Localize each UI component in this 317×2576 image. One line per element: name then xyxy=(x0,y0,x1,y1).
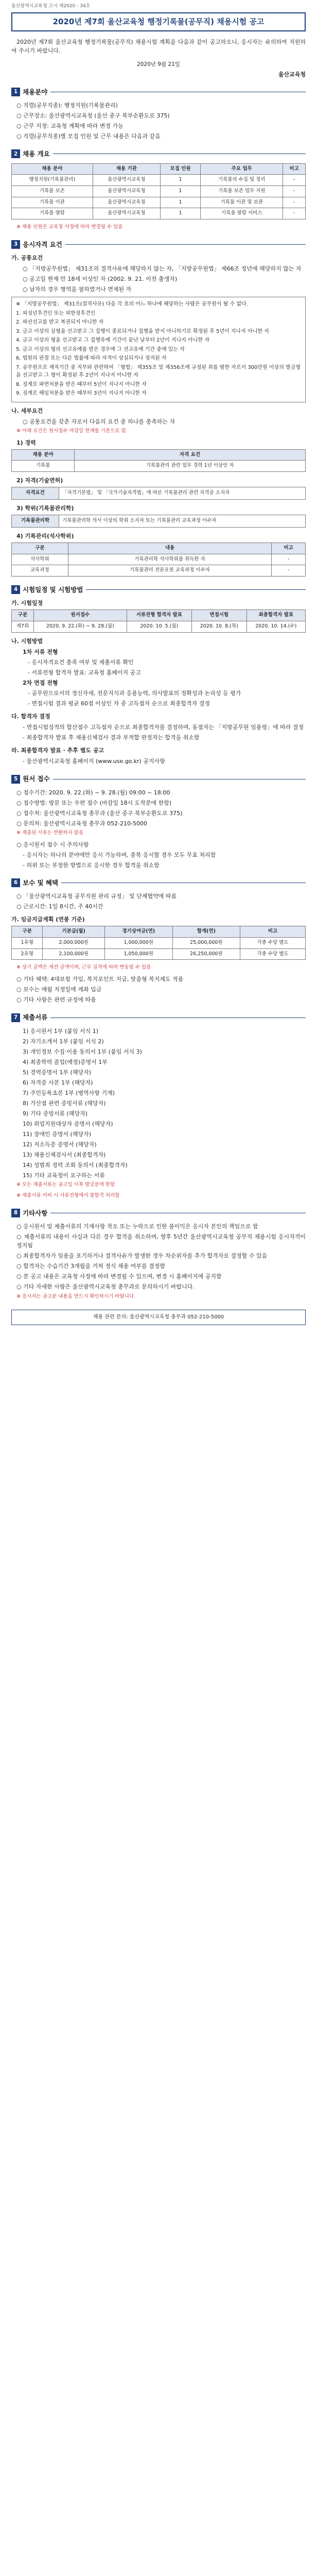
table-cell: 각종 수당 별도 xyxy=(240,938,306,949)
table-header-cell: 기본급(월) xyxy=(43,926,104,938)
table-header-row xyxy=(12,610,306,621)
paragraph: - 면접시험 결과 평균 60점 이상인 자 중 고득점자 순으로 최종합격자 결정 xyxy=(28,700,210,707)
table-row xyxy=(12,185,306,197)
table-cell: 2유형 xyxy=(12,948,43,960)
degree-grid xyxy=(11,515,306,528)
paragraph: ○ 공고일 현재 만 18세 이상인 자 (2002. 9. 21. 이전 출생자) xyxy=(23,276,178,283)
table-cell: - xyxy=(283,175,306,186)
list-item: ○ 직렬(공무직종)별 모집 인원 및 근무 내용은 다음과 같음 xyxy=(16,133,161,140)
table-row xyxy=(12,554,306,565)
table-cell: 울산광역시교육청 xyxy=(93,208,160,219)
subheading: 1) 경력 xyxy=(16,439,36,446)
section-number: 2 xyxy=(11,149,20,158)
note: ※ 응시자는 공고문 내용을 반드시 확인하시기 바랍니다. xyxy=(16,1293,135,1299)
list-item: 5. 금고 이상의 형의 선고유예를 받은 경우에 그 선고유예 기간 중에 있는 자 xyxy=(16,346,185,352)
paragraph: - 허위 또는 부정한 방법으로 응시한 경우 합격을 취소함 xyxy=(23,861,160,869)
list-item: 15) 기타 교육청이 요구하는 서류 xyxy=(23,1172,105,1179)
table-cell: 2020. 9. 22.(화) ~ 9. 28.(월) xyxy=(33,621,127,633)
table-row xyxy=(12,461,306,472)
table-cell: 기록물관리 전문요원 교육과정 이수자 xyxy=(68,565,272,577)
table-cell: 울산광역시교육청 xyxy=(93,197,160,208)
subheading: 가. 공통요건 xyxy=(11,255,43,262)
subheading: 나. 세부요건 xyxy=(11,407,43,414)
table-header-cell: 면접시험 xyxy=(191,610,246,621)
table-cell: 1 xyxy=(161,208,201,219)
announcement-title: 2020년 제7회 울산교육청 행정기록물(공무직) 채용시험 공고 xyxy=(11,12,306,31)
table-cell: 1유형 xyxy=(12,938,43,949)
grid-label: 자격요건 xyxy=(12,487,59,499)
table-cell: 행정지원(기록물관리) xyxy=(12,175,93,186)
paragraph: 1차 서류 전형 xyxy=(23,648,58,655)
list-item: 5) 경력증명서 1부 (해당자) xyxy=(23,1069,91,1076)
note: ※ 아래 요건은 원서접수 마감일 현재를 기준으로 함 xyxy=(16,428,126,434)
table-header-cell: 원서접수 xyxy=(33,610,127,621)
grid-text: 「자격기본법」 및 「국가기술자격법」에 따른 기록물관리 관련 자격증 소지자 xyxy=(62,490,230,496)
paragraph: - 응시자는 하나의 분야에만 응시 가능하며, 중복 응시할 경우 모두 무효 처리함 xyxy=(23,851,216,858)
section-8-header xyxy=(11,1208,306,1218)
recruit-table xyxy=(11,163,306,220)
schedule-table xyxy=(11,609,306,632)
table-body xyxy=(12,175,306,219)
list-item: ○ 최종합격자가 임용을 포기하거나 결격사유가 발생한 경우 차순위자를 추가 합격자로 결정할 수 있음 xyxy=(16,1252,268,1260)
table-header-cell: 최종합격자 발표 xyxy=(246,610,305,621)
grid-text: 기록물관리학 석사 이상의 학위 소지자 또는 기록물관리 교육과정 이수자 xyxy=(62,518,217,524)
paragraph: ○ 응시원서 접수 시 주의사항 xyxy=(16,841,89,848)
subheading: 나. 시험방법 xyxy=(11,637,43,645)
table-cell: 1,000,000원 xyxy=(104,938,172,949)
table-header-cell: 모집 인원 xyxy=(161,163,201,175)
table-cell: 기록물 열람 xyxy=(12,208,93,219)
table-cell: 기록물관리 관련 업무 경력 1년 이상인 자 xyxy=(75,461,306,472)
section-5-header xyxy=(11,774,306,784)
section-title: 채용분야 xyxy=(23,88,48,96)
table-row xyxy=(12,208,306,219)
section-1-items xyxy=(11,101,306,141)
subheading: 2) 자격(기술면허) xyxy=(16,477,63,484)
table-cell: 1 xyxy=(161,197,201,208)
table-header-row xyxy=(12,163,306,175)
table-row xyxy=(12,621,306,633)
table-cell: - xyxy=(272,554,306,565)
subheading: 가. 임금지급계획 (연봉 기준) xyxy=(11,916,85,923)
section-title: 채용 개요 xyxy=(23,150,50,158)
salary-table xyxy=(11,926,306,960)
list-item: 8. 징계로 파면처분을 받은 때부터 5년이 지나지 아니한 자 xyxy=(16,381,147,387)
table-cell: - xyxy=(272,565,306,577)
list-item: 14) 성범죄 경력 조회 동의서 (최종합격자) xyxy=(23,1162,128,1169)
list-item: 3) 개인정보 수집·이용 동의서 1부 (붙임 서식 3) xyxy=(23,1048,142,1055)
table-header-row xyxy=(12,449,306,461)
table-cell: - xyxy=(283,208,306,219)
table-header-cell: 합계(연) xyxy=(172,926,240,938)
list-item: 8) 가산점 관련 증빙서류 (해당자) xyxy=(23,1100,106,1107)
table-header-cell: 비고 xyxy=(272,543,306,554)
table-header-cell: 자격 요건 xyxy=(75,449,306,461)
table-cell: 기록물 열람 서비스 xyxy=(201,208,283,219)
paragraph: ○ 근로시간: 1일 8시간, 주 40시간 xyxy=(16,903,103,910)
section-2-header xyxy=(11,149,306,159)
table-row xyxy=(12,948,306,960)
list-item: 2. 파산선고를 받고 복권되지 아니한 자 xyxy=(16,319,104,326)
list-item: 6. 법원의 판결 또는 다른 법률에 따라 자격이 상실되거나 정지된 자 xyxy=(16,355,167,362)
paragraph: ○ 기타 사항은 관련 규정에 따름 xyxy=(16,996,96,1004)
list-item: 9. 징계로 해임처분을 받은 때부터 3년이 지나지 아니한 자 xyxy=(16,391,147,397)
section-number: 8 xyxy=(11,1209,20,1217)
table-cell: 교육과정 xyxy=(12,565,68,577)
paragraph: - 면접시험성적의 합산점수 고득점자 순으로 최종합격자를 결정하며, 동점자는 「지방공무원 임용령」에 따라 결정 xyxy=(23,724,304,731)
recruit-note: ※ 채용 인원은 교육청 사정에 따라 변경될 수 있음 xyxy=(16,224,123,230)
table-cell: 25,000,000원 xyxy=(172,938,240,949)
table-row xyxy=(12,565,306,577)
table-header-cell: 채용 기관 xyxy=(93,163,160,175)
list-item: 3. 금고 이상의 실형을 선고받고 그 집행이 종료되거나 집행을 받지 아니하기로 확정된 후 5년이 지나지 아니한 자 xyxy=(16,328,269,334)
list-item: ○ 합격자는 수습기간 3개월을 거쳐 정식 채용 여부를 결정함 xyxy=(16,1263,165,1270)
list-item: ○ 직렬(공무직종): 행정지원(기록물관리) xyxy=(16,101,118,109)
table-header-cell: 비고 xyxy=(283,163,306,175)
table-cell: 2,000,000원 xyxy=(43,938,104,949)
list-item: ○ 응시원서 및 제출서류의 기재사항 착오 또는 누락으로 인한 불이익은 응시자 본인의 책임으로 함 xyxy=(16,1223,258,1230)
list-item: 7) 주민등록초본 1부 (병역사항 기재) xyxy=(23,1089,115,1096)
table-cell: 기록물 xyxy=(12,461,75,472)
section-title: 제출서류 xyxy=(23,1013,48,1022)
note: ※ 제출된 서류는 반환하지 않음 xyxy=(16,829,84,836)
section-3-header xyxy=(11,240,306,249)
table-cell: 기록관리학 석사학위를 취득한 자 xyxy=(68,554,272,565)
table-cell: 기록물 이관 및 보관 xyxy=(201,197,283,208)
table-cell: 기록물 보존 업무 지원 xyxy=(201,185,283,197)
paragraph: ○ 문의처: 울산광역시교육청 총무과 052-210-5000 xyxy=(16,820,147,827)
table-cell: 제7회 xyxy=(12,621,34,633)
table-cell: 기록물의 수집 및 정리 xyxy=(201,175,283,186)
master-degree-table xyxy=(11,543,306,577)
paragraph: ○ 접수방법: 방문 또는 우편 접수 (마감일 18시 도착분에 한함) xyxy=(16,799,172,806)
list-item: 1. 피성년후견인 또는 피한정후견인 xyxy=(16,310,96,316)
table-cell: 2020. 10. 8.(목) xyxy=(191,621,246,633)
section-divider xyxy=(65,244,306,245)
section-4-header xyxy=(11,585,306,595)
section-title: 기타사항 xyxy=(23,1209,48,1217)
table-header-cell: 내용 xyxy=(68,543,272,554)
paragraph: ○ 기타 혜택: 4대보험 가입, 복지포인트 지급, 맞춤형 복지제도 적용 xyxy=(16,976,184,983)
subheading: 다. 합격자 결정 xyxy=(11,713,50,720)
table-cell: 기록물 보존 xyxy=(12,185,93,197)
section-number: 1 xyxy=(11,88,20,96)
list-item: 4. 금고 이상의 형을 선고받고 그 집행유예 기간이 끝난 날부터 2년이 지나지 아니한 자 xyxy=(16,337,210,344)
disqualification-box xyxy=(11,297,306,402)
paragraph: - 공무원으로서의 정신자세, 전문지식과 응용능력, 의사발표의 정확성과 논리성 등 평가 xyxy=(28,690,241,697)
table-header-cell: 채용 분야 xyxy=(12,449,75,461)
table-cell: 26,250,000원 xyxy=(172,948,240,960)
table-body xyxy=(12,461,306,472)
list-item: 1) 응시원서 1부 (붙임 서식 1) xyxy=(23,1027,98,1035)
list-item: ○ 근무 지정: 교육청 계획에 따라 변경 가능 xyxy=(16,123,124,130)
section-number: 6 xyxy=(11,878,20,887)
table-cell: 기록물 이관 xyxy=(12,197,93,208)
announcement-date: 2020년 9월 21일 xyxy=(137,61,180,68)
section-divider xyxy=(86,589,306,590)
section-number: 4 xyxy=(11,585,20,594)
top-note: 울산광역시교육청 고시 제2020 - 34호 xyxy=(11,4,91,9)
table-cell: 2020. 10. 14.(수) xyxy=(246,621,305,633)
section-number: 5 xyxy=(11,775,20,784)
note: ※ 제출서류 미비 시 서류전형에서 불합격 처리함 xyxy=(16,1193,120,1199)
table-header-cell: 구분 xyxy=(12,926,43,938)
list-item: 13) 채용신체검사서 (최종합격자) xyxy=(23,1151,106,1159)
list-item: 11) 장애인 증명서 (해당자) xyxy=(23,1131,91,1138)
table-cell: 각종 수당 별도 xyxy=(240,948,306,960)
list-item: ○ 근무장소: 울산광역시교육청 (울산 중구 북부순환도로 375) xyxy=(16,112,170,120)
list-item: 10) 취업지원대상자 증명서 (해당자) xyxy=(23,1121,113,1128)
section-7-header xyxy=(11,1012,306,1022)
section-number: 3 xyxy=(11,240,20,249)
list-item: 9) 기타 증빙서류 (해당자) xyxy=(23,1110,87,1117)
list-item: ○ 제출서류의 내용이 사실과 다른 경우 합격을 취소하며, 향후 5년간 울산광역시교육청 공무직 채용시험 응시자격이 정지됨 xyxy=(16,1233,306,1249)
subheading: 가. 시험일정 xyxy=(11,600,43,607)
list-item: ○ 기타 자세한 사항은 울산광역시교육청 총무과로 문의하시기 바랍니다. xyxy=(16,1283,195,1291)
contact-footer: 채용 관련 문의: 울산광역시교육청 총무과 052-210-5000 xyxy=(11,1310,306,1325)
table-cell: 1,050,000원 xyxy=(104,948,172,960)
note: ※ 모든 제출서류는 공고일 이후 발급분에 한함 xyxy=(16,1182,115,1188)
table-cell: 1 xyxy=(161,185,201,197)
paragraph: ○ 공통요건을 갖춘 자로서 다음의 요건 중 하나를 충족하는 자 xyxy=(23,418,175,425)
section-title: 원서 접수 xyxy=(23,775,50,783)
paragraph: ○ 접수처: 울산광역시교육청 총무과 (울산 중구 북부순환도로 375) xyxy=(16,809,183,817)
table-cell: 울산광역시교육청 xyxy=(93,175,160,186)
table-header-cell: 채용 분야 xyxy=(12,163,93,175)
document-list xyxy=(11,1027,306,1180)
table-header-row xyxy=(12,926,306,938)
misc-list xyxy=(11,1222,306,1291)
table-cell: 울산광역시교육청 xyxy=(93,185,160,197)
subheading: 4) 기록관리(석사학위) xyxy=(16,532,74,539)
table-header-cell: 주요 업무 xyxy=(201,163,283,175)
table-cell: 1 xyxy=(161,175,201,186)
career-table xyxy=(11,449,306,472)
section-6-header xyxy=(11,878,306,888)
table-header-cell: 비고 xyxy=(240,926,306,938)
section-title: 응시자격 요건 xyxy=(23,240,62,248)
intro-text: 2020년 제7회 울산교육청 행정기록물(공무직) 채용시험 계획을 다음과 같이 공고하오니, 응시자는 유의하여 지원하여 주시기 바랍니다. xyxy=(11,39,306,55)
table-cell: - xyxy=(283,185,306,197)
table-header-cell: 구분 xyxy=(12,543,68,554)
subheading: 3) 학위(기록물관리학) xyxy=(16,504,74,512)
paragraph: - 울산광역시교육청 홈페이지 (www.use.go.kr) 공지사항 xyxy=(23,758,165,765)
list-item: 12) 저소득층 증명서 (해당자) xyxy=(23,1141,97,1148)
section-title: 보수 및 혜택 xyxy=(23,878,59,887)
section-1-header xyxy=(11,87,306,97)
subheading: 라. 최종합격자 발표 · 추후 별도 공고 xyxy=(11,747,104,754)
table-cell: 2020. 10. 5.(월) xyxy=(127,621,191,633)
note: ※ 상기 금액은 세전 금액이며, 근무 실적에 따라 변동될 수 있음 xyxy=(16,964,151,971)
table-body xyxy=(12,554,306,576)
list-item: ○ 본 공고 내용은 교육청 사정에 따라 변경될 수 있으며, 변경 시 홈페이지에 공지함 xyxy=(16,1273,222,1280)
list-item: ※ 「지방공무원법」 제31조(결격사유) 다음 각 호의 어느 하나에 해당하는 사람은 공무원이 될 수 없다. xyxy=(16,301,248,308)
paragraph: 2차 면접 전형 xyxy=(23,679,58,686)
paragraph: - 응시자격요건 충족 여부 및 제출서류 확인 xyxy=(28,658,134,666)
list-item: 7. 공무원으로 재직기간 중 직무와 관련하여 「형법」 제355조 및 제356조에 규정된 죄를 범한 자로서 300만원 이상의 벌금형을 선고받고 그 형이 확정된 후 2년이 지나지 아니한 자 xyxy=(16,364,301,379)
section-title: 시험일정 및 시험방법 xyxy=(23,585,83,594)
section-number: 7 xyxy=(11,1013,20,1022)
table-header-row xyxy=(12,543,306,554)
table-row xyxy=(12,938,306,949)
table-header-cell: 정기상여금(연) xyxy=(104,926,172,938)
list-item: 2) 자기소개서 1부 (붙임 서식 2) xyxy=(23,1038,104,1045)
list-item: 4) 최종학력 졸업(예정)증명서 1부 xyxy=(23,1058,108,1065)
table-cell: 2,100,000원 xyxy=(43,948,104,960)
table-header-cell: 서류전형 합격자 발표 xyxy=(127,610,191,621)
paragraph: ○ 보수는 매월 지정일에 계좌 입금 xyxy=(16,986,102,993)
paragraph: ○ 남자의 경우 병역을 필하였거나 면제된 자 xyxy=(23,286,132,293)
paragraph: - 서류전형 합격자 발표: 교육청 홈페이지 공고 xyxy=(28,669,141,676)
table-body xyxy=(12,938,306,960)
paragraph: ○ 「지방공무원법」 제31조의 결격사유에 해당하지 않는 자, 「지방공무원법」 제66조 정년에 해당하지 않는 자 xyxy=(23,265,302,273)
paragraph: - 최종합격자 발표 후 채용신체검사 결과 부적합 판정자는 합격을 취소함 xyxy=(23,734,200,741)
table-cell: 석사학위 xyxy=(12,554,68,565)
license-grid xyxy=(11,487,306,500)
table-row xyxy=(12,175,306,186)
table-row xyxy=(12,197,306,208)
table-body xyxy=(12,621,306,633)
paragraph: ○ 접수기간: 2020. 9. 22.(화) ~ 9. 28.(월) 09:00 ~ 18:00 xyxy=(16,789,170,796)
issuing-org: 울산교육청 xyxy=(278,71,306,78)
table-header-cell: 구분 xyxy=(12,610,34,621)
paragraph: ○ 「울산광역시교육청 공무직원 관리 규정」 및 단체협약에 따름 xyxy=(16,893,177,900)
grid-label: 기록물관리학 xyxy=(12,515,59,527)
table-cell: - xyxy=(283,197,306,208)
list-item: 6) 자격증 사본 1부 (해당자) xyxy=(23,1079,93,1086)
